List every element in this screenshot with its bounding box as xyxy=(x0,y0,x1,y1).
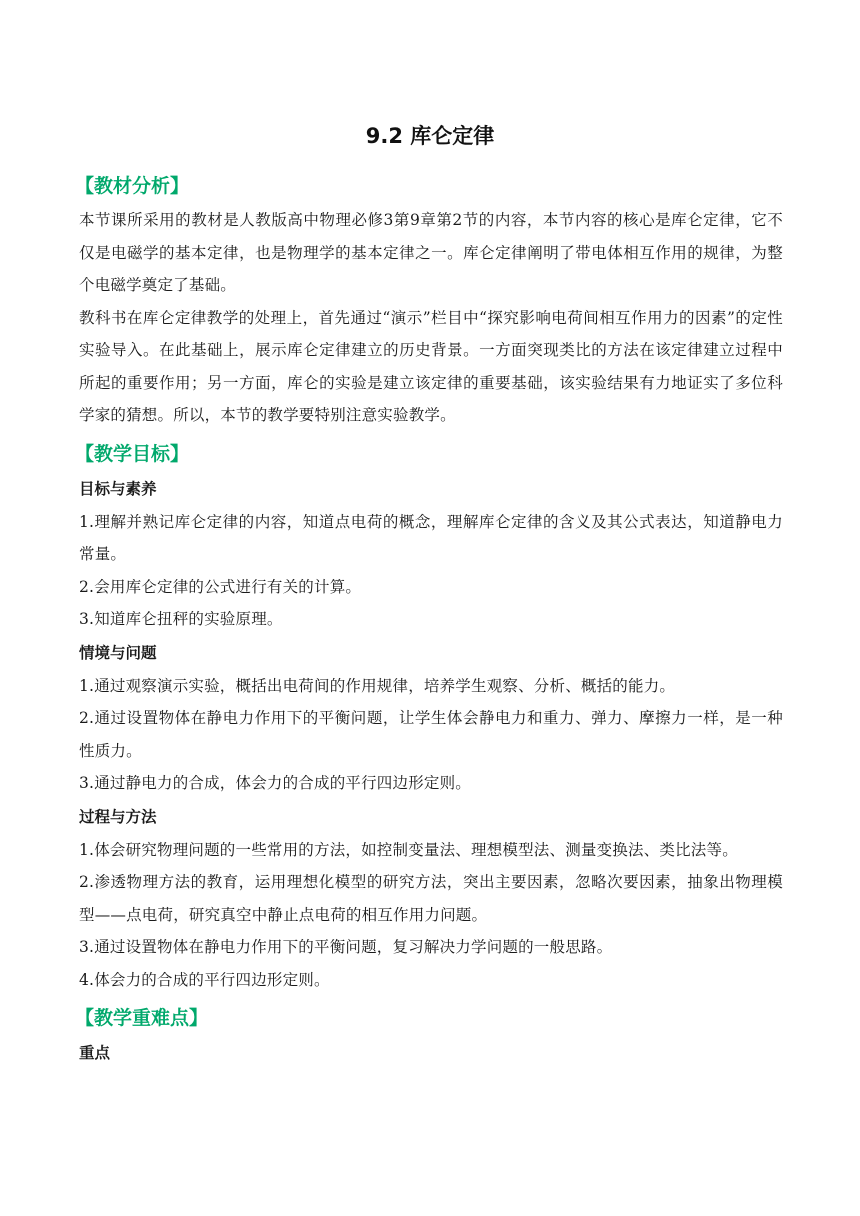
analysis-paragraph: 教科书在库仑定律教学的处理上，首先通过“演示”栏目中“探究影响电荷间相互作用力的因素”的定性实验导入。在此基础上，展示库仑定律建立的历史背景。一方面突现类比的方法在该定律建立过程中所起的重要作用；另一方面，库仑的实验是建立该定律的重要基础，该实验结果有力地证实了多位科学家的猜想。所以，本节的教学要特别注意实验教学。 xyxy=(79,308,783,424)
goal-item: 2.通过设置物体在静电力作用下的平衡问题，让学生体会静电力和重力、弹力、摩擦力一样，是一种性质力。 xyxy=(79,709,783,760)
goal-item: 2.渗透物理方法的教育，运用理想化模型的研究方法，突出主要因素，忽略次要因素，抽象出物理模型——点电荷，研究真空中静止点电荷的相互作用力问题。 xyxy=(79,873,783,924)
goal-item: 1.体会研究物理问题的一些常用的方法，如控制变量法、理想模型法、测量变换法、类比法等。 xyxy=(79,840,738,859)
subhead-keypoints: 重点 xyxy=(79,1044,111,1062)
goal-item: 3.通过设置物体在静电力作用下的平衡问题，复习解决力学问题的一般思路。 xyxy=(79,938,613,956)
goal-item: 3.知道库仑扭秤的实验原理。 xyxy=(79,610,283,628)
goal-item: 1.理解并熟记库仑定律的内容，知道点电荷的概念，理解库仑定律的含义及其公式表达，知道静电力常量。 xyxy=(79,512,783,563)
section-heading-analysis: 【教材分析】 xyxy=(75,175,190,197)
subhead-goals-literacy: 目标与素养 xyxy=(79,479,157,498)
section-heading-goals: 【教学目标】 xyxy=(75,442,190,465)
section-heading-keypoints: 【教学重难点】 xyxy=(75,1007,209,1029)
document-body xyxy=(75,168,783,1070)
goal-item: 4.体会力的合成的平行四边形定则。 xyxy=(79,970,330,989)
subhead-goals-context: 情境与问题 xyxy=(79,643,157,662)
goal-item: 3.通过静电力的合成，体会力的合成的平行四边形定则。 xyxy=(79,774,471,792)
goal-item: 1.通过观察演示实验，概括出电荷间的作用规律，培养学生观察、分析、概括的能力。 xyxy=(79,676,676,695)
page-title: 9.2 库仑定律 xyxy=(365,124,495,148)
subhead-goals-process: 过程与方法 xyxy=(79,807,157,826)
analysis-paragraph: 本节课所采用的教材是人教版高中物理必修3第9章第2节的内容，本节内容的核心是库仑定律，它不仅是电磁学的基本定律，也是物理学的基本定律之一。库仑定律阐明了带电体相互作用的规律，为整个电磁学奠定了基础。 xyxy=(79,211,783,294)
goal-item: 2.会用库仑定律的公式进行有关的计算。 xyxy=(79,577,362,596)
